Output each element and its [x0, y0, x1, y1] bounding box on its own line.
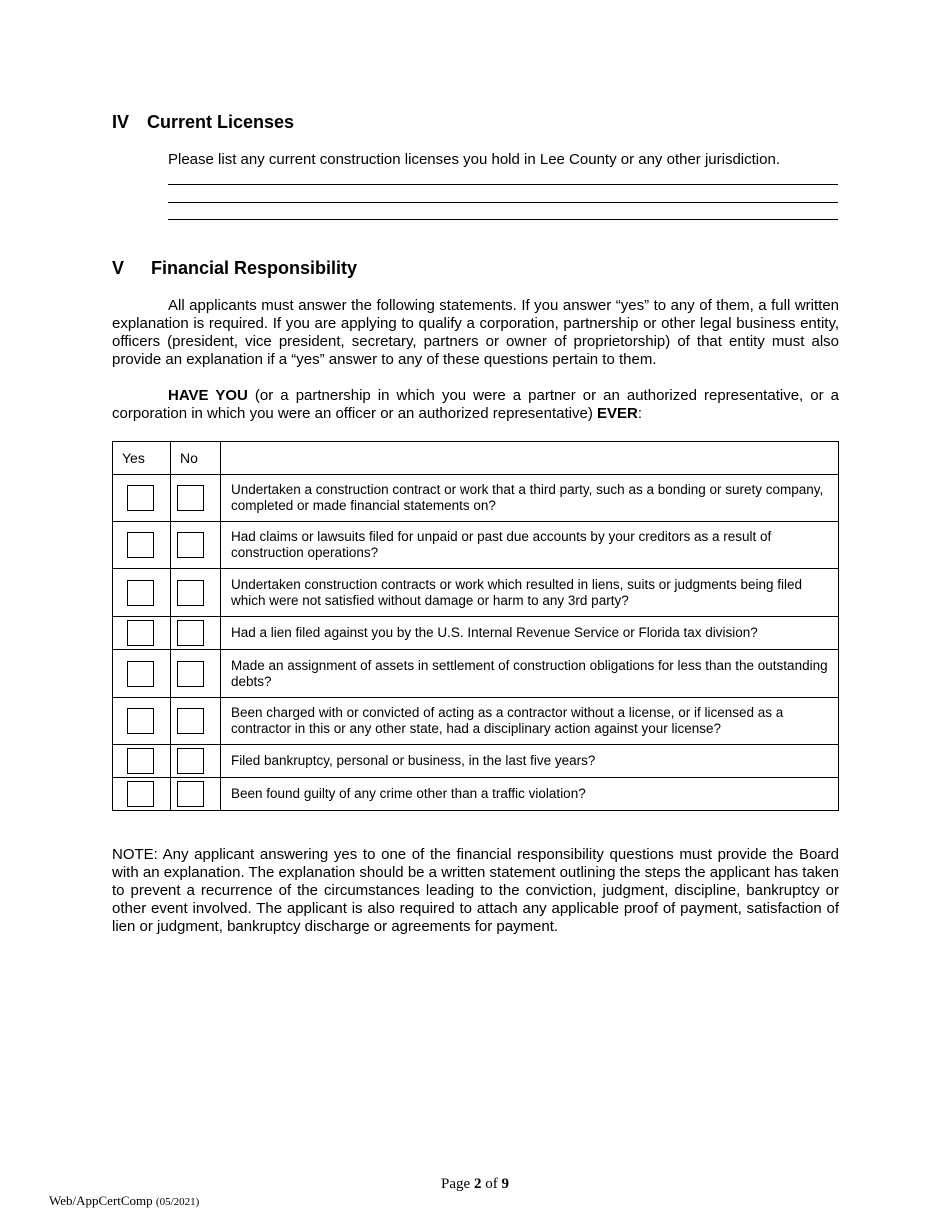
- question-text: Had claims or lawsuits filed for unpaid or past due accounts by your creditors as a result of construction operations?: [221, 522, 839, 569]
- section-iv-number: IV: [112, 112, 130, 132]
- ever-suffix: :: [637, 405, 643, 422]
- yes-checkbox[interactable]: [127, 781, 154, 807]
- financial-intro-paragraph: All applicants must answer the following statements. If you answer “yes” to any of them, a full written explanation is required. If you are applying to qualify a corporation, partnership or other legal business entity, officers (president, vice president, secretary, partners or owner of proprietorship) of that entity must also provide an explanation if a “yes” answer to any of these questions pertain to them.: [112, 297, 839, 368]
- yes-cell: [113, 778, 171, 811]
- yes-cell: [113, 698, 171, 745]
- question-text: Been found guilty of any crime other than a traffic violation?: [221, 778, 839, 811]
- have-you-label: HAVE YOU: [168, 387, 248, 404]
- table-row: [113, 475, 839, 522]
- no-cell: [171, 650, 221, 698]
- have-you-paragraph: [112, 387, 839, 423]
- table-row: [113, 569, 839, 617]
- licenses-instruction: Please list any current construction licenses you hold in Lee County or any other jurisdiction.: [168, 151, 780, 168]
- yes-cell: [113, 569, 171, 617]
- no-cell: [171, 778, 221, 811]
- yes-checkbox[interactable]: [127, 620, 154, 646]
- yes-checkbox[interactable]: [127, 532, 154, 558]
- page-prefix: Page: [441, 1176, 474, 1192]
- section-v-number: V: [112, 258, 125, 278]
- no-cell: [171, 475, 221, 522]
- section-iv-heading: [112, 112, 294, 133]
- note-paragraph: NOTE: Any applicant answering yes to one of the financial responsibility questions must provide the Board with an explanation. The explanation should be a written statement outlining the steps the applicant has taken to prevent a recurrence of the circumstances leading to the conviction, judgment, discipline, bankruptcy or other event involved. The applicant is also required to attach any applicable proof of payment, satisfaction of lien or judgment, bankruptcy discharge or agreements for payment.: [112, 846, 839, 935]
- yes-cell: [113, 475, 171, 522]
- table-row: [113, 617, 839, 650]
- section-v-heading: [112, 258, 357, 279]
- yes-cell: [113, 522, 171, 569]
- page-number: [0, 1176, 950, 1193]
- no-cell: [171, 569, 221, 617]
- no-cell: [171, 522, 221, 569]
- table-row: [113, 650, 839, 698]
- page-current: 2: [473, 1176, 482, 1192]
- financial-questions-table: [112, 441, 839, 811]
- yes-cell: [113, 650, 171, 698]
- license-entry-line[interactable]: [168, 202, 838, 203]
- table-row: [113, 698, 839, 745]
- page-total: 9: [501, 1176, 509, 1192]
- question-text: Undertaken construction contracts or work which resulted in liens, suits or judgments being filed which were not satisfied without damage or harm to any 3rd party?: [221, 569, 839, 617]
- yes-checkbox[interactable]: [127, 708, 154, 734]
- license-entry-line[interactable]: [168, 184, 838, 185]
- question-text: Undertaken a construction contract or work that a third party, such as a bonding or surety company, completed or made financial statements on?: [221, 475, 839, 522]
- no-cell: [171, 698, 221, 745]
- table-row: [113, 745, 839, 778]
- no-checkbox[interactable]: [177, 620, 204, 646]
- form-code-date: (05/2021): [155, 1196, 200, 1208]
- question-text: Been charged with or convicted of acting as a contractor without a license, or if licensed as a contractor in this or any other state, had a disciplinary action against your license?: [221, 698, 839, 745]
- yes-cell: [113, 617, 171, 650]
- no-checkbox[interactable]: [177, 708, 204, 734]
- no-checkbox[interactable]: [177, 580, 204, 606]
- no-column-header: No: [171, 442, 221, 475]
- table-row: [113, 522, 839, 569]
- have-you-text: (or a partnership in which you were a partner or an authorized representative, or a corporation in which you were an officer or an authorized representative): [112, 387, 839, 422]
- yes-cell: [113, 745, 171, 778]
- no-checkbox[interactable]: [177, 781, 204, 807]
- yes-column-header: Yes: [113, 442, 171, 475]
- form-code: [49, 1193, 199, 1209]
- no-checkbox[interactable]: [177, 485, 204, 511]
- question-text: Made an assignment of assets in settlement of construction obligations for less than the outstanding debts?: [221, 650, 839, 698]
- no-checkbox[interactable]: [177, 748, 204, 774]
- yes-checkbox[interactable]: [127, 748, 154, 774]
- table-row: [113, 778, 839, 811]
- section-v-title: Financial Responsibility: [151, 258, 358, 278]
- yes-checkbox[interactable]: [127, 485, 154, 511]
- yes-checkbox[interactable]: [127, 580, 154, 606]
- ever-label: EVER: [597, 405, 638, 422]
- form-code-name: Web/AppCertComp: [49, 1193, 153, 1208]
- license-entry-line[interactable]: [168, 219, 838, 220]
- no-checkbox[interactable]: [177, 532, 204, 558]
- yes-checkbox[interactable]: [127, 661, 154, 687]
- no-cell: [171, 745, 221, 778]
- table-header-row: [113, 442, 839, 475]
- question-text: Had a lien filed against you by the U.S. Internal Revenue Service or Florida tax division?: [221, 617, 839, 650]
- question-text: Filed bankruptcy, personal or business, in the last five years?: [221, 745, 839, 778]
- section-iv-title: Current Licenses: [147, 112, 295, 132]
- no-checkbox[interactable]: [177, 661, 204, 687]
- page-of: of: [481, 1176, 502, 1192]
- question-column-header: [221, 442, 839, 475]
- no-cell: [171, 617, 221, 650]
